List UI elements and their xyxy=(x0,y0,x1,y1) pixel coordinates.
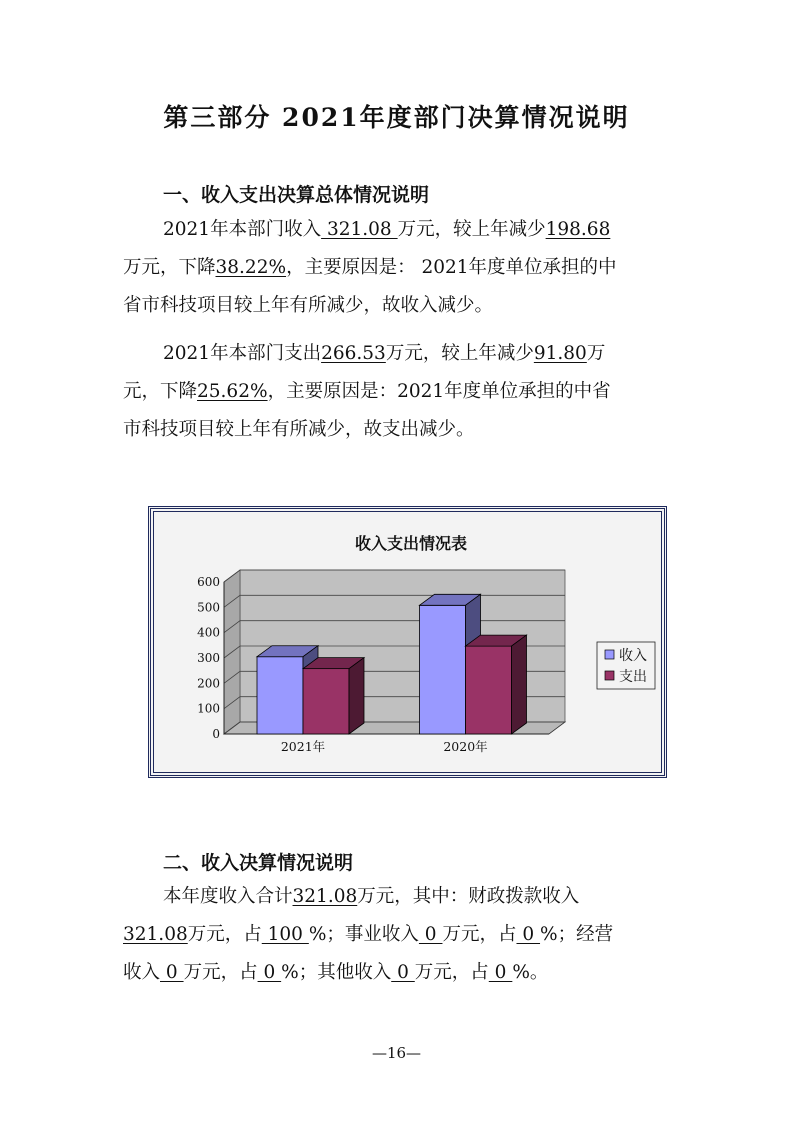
bar-side xyxy=(349,658,364,734)
legend-label: 收入 xyxy=(619,648,647,664)
text: 万元，下降 xyxy=(123,257,216,278)
bar-front xyxy=(303,669,349,734)
income-value: 321.08 xyxy=(321,219,398,240)
fiscal-pct: 100 xyxy=(261,924,309,945)
text: %；经营 xyxy=(540,924,614,945)
x-tick-label: 2020年 xyxy=(443,739,488,754)
y-tick-label: 100 xyxy=(197,701,220,716)
text: 万元，占 xyxy=(183,962,258,983)
section2-heading: 二、收入决算情况说明 xyxy=(163,852,354,874)
page-title: 第三部分 2021年度部门决算情况说明 xyxy=(163,103,630,132)
operating-income: 0 xyxy=(160,962,184,983)
text: 万 xyxy=(586,343,606,364)
text: %；事业收入 xyxy=(308,924,419,945)
y-tick-label: 300 xyxy=(197,651,220,665)
text: 2021年本部门支出 xyxy=(163,343,322,364)
text: ，主要原因是：2021年度单位承担的中省 xyxy=(267,381,611,402)
other-pct: 0 xyxy=(488,962,513,983)
text: 万元，占 xyxy=(187,924,262,945)
text: 收入 xyxy=(123,962,161,983)
section1-paragraph2 xyxy=(123,335,683,449)
section2-paragraph xyxy=(123,878,683,992)
text: 万元，较上年减少 xyxy=(385,343,534,364)
text: 元，下降 xyxy=(123,381,198,402)
legend-swatch xyxy=(605,671,614,680)
chart-canvas xyxy=(151,509,664,775)
y-tick-label: 500 xyxy=(197,600,220,615)
text: 2021年本部门收入 xyxy=(163,219,322,240)
text: 本年度收入合计 xyxy=(163,886,293,907)
page-number: —16— xyxy=(371,1044,422,1062)
text: ，主要原因是： 2021年度单位承担的中 xyxy=(286,257,617,278)
x-tick-label: 2021年 xyxy=(280,739,326,754)
y-tick-label: 600 xyxy=(197,575,220,589)
income-rate: 38.22% xyxy=(215,257,287,278)
text: 省市科技项目较上年有所减少，故收入减少。 xyxy=(123,295,494,316)
text: 万元，占 xyxy=(414,962,489,983)
bar-front xyxy=(466,646,512,734)
section1-heading: 一、收入支出决算总体情况说明 xyxy=(163,184,430,206)
income-decrease-value: 198.68 xyxy=(545,219,611,240)
income-expense-chart xyxy=(148,506,667,778)
bar-front xyxy=(257,657,303,734)
operating-pct: 0 xyxy=(257,962,282,983)
y-tick-label: 200 xyxy=(197,676,220,691)
expense-rate: 25.62% xyxy=(197,381,268,402)
other-income: 0 xyxy=(391,962,415,983)
bar-side xyxy=(512,635,527,734)
chart-title: 收入支出情况表 xyxy=(354,534,468,553)
business-pct: 0 xyxy=(516,924,541,945)
expense-value: 266.53 xyxy=(321,343,386,364)
y-tick-label: 400 xyxy=(197,625,220,640)
legend-label: 支出 xyxy=(619,669,647,685)
business-income: 0 xyxy=(418,924,443,945)
text: 市科技项目较上年有所减少，故支出减少。 xyxy=(123,419,475,440)
section1-paragraph1 xyxy=(123,211,683,325)
total-income: 321.08 xyxy=(292,886,358,907)
text: 万元，其中：财政拨款收入 xyxy=(357,886,580,907)
fiscal-income: 321.08 xyxy=(123,924,188,945)
expense-decrease-value: 91.80 xyxy=(533,343,587,364)
text: 万元，较上年减少 xyxy=(397,219,546,240)
bar-front xyxy=(420,605,466,734)
text: %；其他收入 xyxy=(281,962,392,983)
y-tick-label: 0 xyxy=(212,727,220,741)
text: 万元，占 xyxy=(442,924,517,945)
text: %。 xyxy=(512,962,549,983)
legend-swatch xyxy=(605,650,614,659)
